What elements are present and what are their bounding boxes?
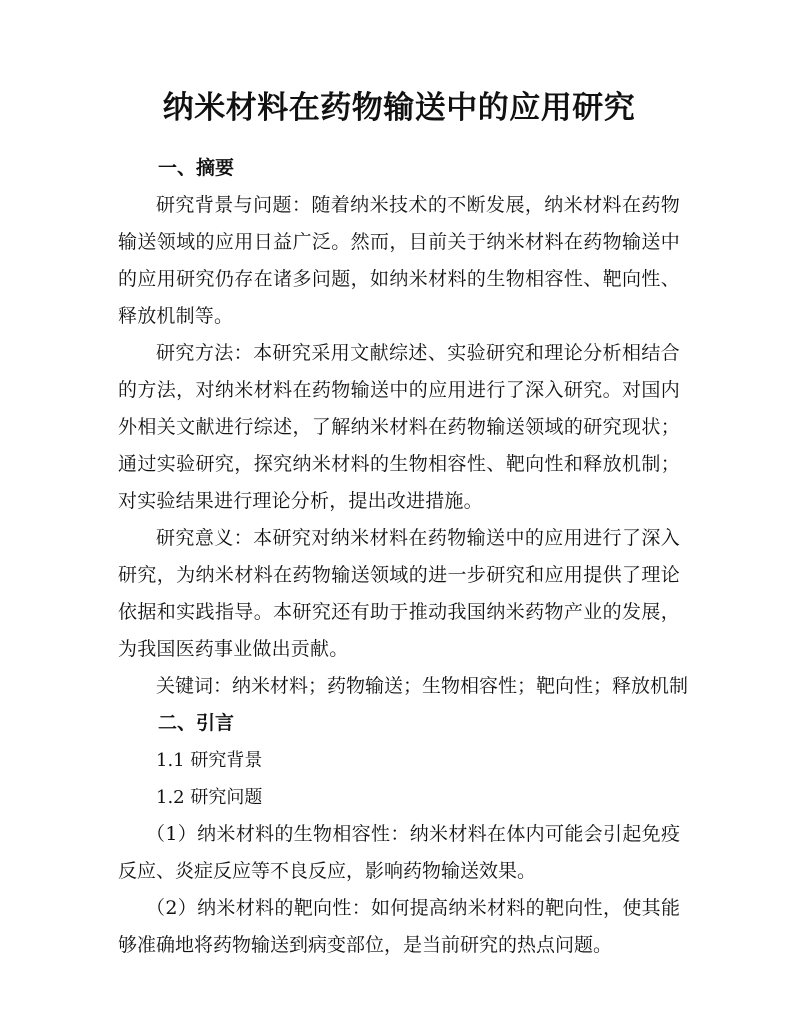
subsection-research-background: 1.1 研究背景 [156, 750, 263, 771]
subsection-research-questions: 1.2 研究问题 [156, 787, 263, 808]
abstract-heading: 一、摘要 [158, 157, 235, 179]
keywords-line: 关键词：纳米材料；药物输送；生物相容性；靶向性；释放机制 [156, 675, 689, 697]
document-title: 纳米材料在药物输送中的应用研究 [162, 90, 636, 126]
abstract-background-paragraph: 研究背景与问题：随着纳米技术的不断发展，纳米材料在药物输送领域的应用日益广泛。然而，目前关于纳米材料在药物输送中的应用研究仍存在诸多问题，如纳米材料的生物相容性、靶向性、释放机制等。 [118, 194, 680, 327]
abstract-methods-paragraph: 研究方法：本研究采用文献综述、实验研究和理论分析相结合的方法，对纳米材料在药物输送中的应用进行了深入研究。对国内外相关文献进行综述，了解纳米材料在药物输送领域的研究现状；通过实验研究，探究纳米材料的生物相容性、靶向性和释放机制；对实验结果进行理论分析，提出改进措施。 [118, 342, 680, 512]
abstract-significance-paragraph: 研究意义：本研究对纳米材料在药物输送中的应用进行了深入研究，为纳米材料在药物输送领域的进一步研究和应用提供了理论依据和实践指导。本研究还有助于推动我国纳米药物产业的发展，为我国医药事业做出贡献。 [118, 527, 680, 660]
introduction-heading: 二、引言 [158, 712, 235, 734]
research-question-item-2: （2）纳米材料的靶向性：如何提高纳米材料的靶向性，使其能够准确地将药物输送到病变部位，是当前研究的热点问题。 [118, 897, 680, 956]
research-question-item-1: （1）纳米材料的生物相容性：纳米材料在体内可能会引起免疫反应、炎症反应等不良反应，影响药物输送效果。 [118, 823, 680, 882]
